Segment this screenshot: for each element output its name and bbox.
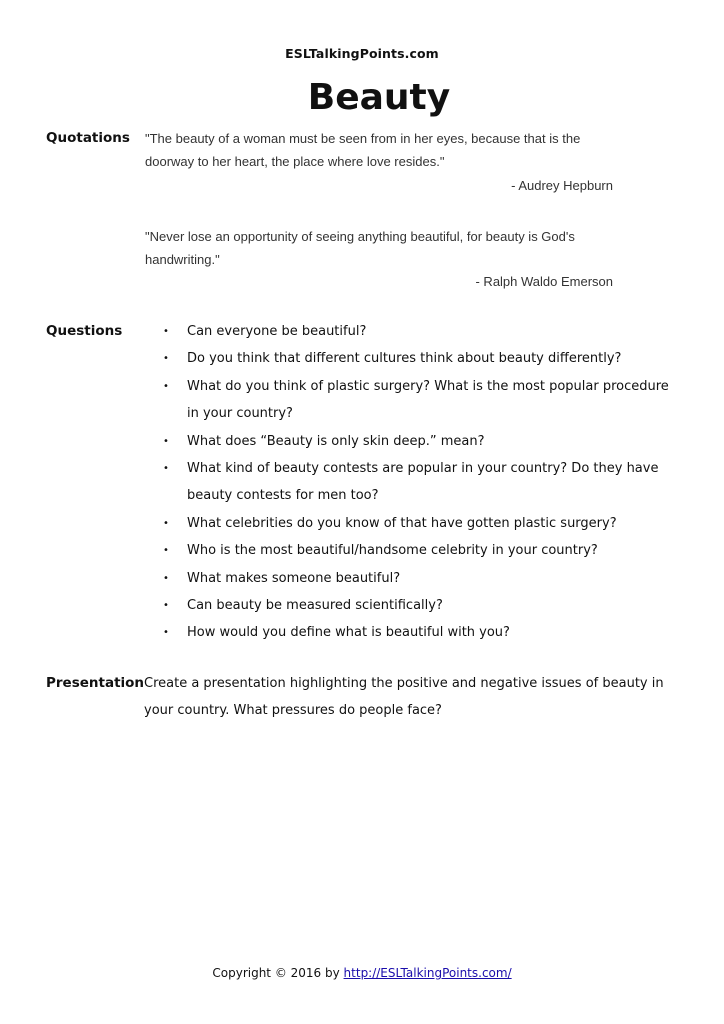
list-item	[145, 345, 675, 372]
bullet-icon: •	[163, 600, 169, 612]
question-text: Who is the most beautiful/handsome celebrity in your country?	[187, 543, 598, 559]
list-item	[145, 592, 675, 619]
copyright-text: Copyright © 2016 by	[212, 966, 340, 980]
question-text: How would you define what is beautiful with you?	[187, 625, 510, 641]
bullet-icon: •	[163, 545, 169, 557]
quotation-1-line-2: doorway to her heart, the place where love resides."	[145, 154, 445, 169]
quotation-1-author: - Audrey Hepburn	[511, 178, 613, 193]
quotation-2-line-2: handwriting."	[145, 252, 220, 267]
question-text: What celebrities do you know of that have gotten plastic surgery?	[187, 515, 617, 531]
quotation-1	[145, 127, 595, 173]
question-text: What kind of beauty contests are popular in your country? Do they have beauty contests for men too?	[187, 461, 659, 504]
list-item	[145, 537, 675, 564]
quotation-2-author: - Ralph Waldo Emerson	[475, 274, 613, 289]
page-title: Beauty	[307, 77, 451, 118]
site-link[interactable]: http://ESLTalkingPoints.com/	[343, 966, 512, 980]
questions-list	[145, 318, 675, 647]
quotation-2	[145, 225, 595, 271]
bullet-icon: •	[163, 517, 169, 529]
quotation-1-line-1: "The beauty of a woman must be seen from in her eyes, because that is the	[145, 131, 581, 146]
list-item	[145, 565, 675, 592]
question-text: Can everyone be beautiful?	[187, 324, 367, 339]
list-item	[145, 318, 675, 345]
list-item	[145, 373, 675, 428]
question-text: What makes someone beautiful?	[187, 570, 401, 586]
footer	[0, 966, 724, 980]
bullet-icon: •	[163, 627, 169, 639]
quotations-label: Quotations	[46, 130, 130, 146]
quotation-2-line-1: "Never lose an opportunity of seeing anything beautiful, for beauty is God's	[145, 229, 575, 244]
question-text: Can beauty be measured scientifically?	[187, 598, 443, 614]
question-text: Do you think that different cultures think about beauty differently?	[187, 351, 622, 367]
list-item	[145, 428, 675, 455]
bullet-icon: •	[163, 326, 169, 337]
bullet-icon: •	[163, 435, 169, 447]
presentation-text: Create a presentation highlighting the positive and negative issues of beauty in your country. What pressures do people face?	[144, 676, 664, 719]
bullet-icon: •	[163, 380, 169, 392]
bullet-icon: •	[163, 572, 169, 584]
list-item	[145, 510, 675, 537]
list-item	[145, 619, 675, 646]
question-text: What does “Beauty is only skin deep.” mean?	[187, 433, 485, 449]
presentation-label: Presentation	[46, 675, 145, 691]
questions-label: Questions	[46, 323, 123, 339]
bullet-icon: •	[163, 353, 169, 365]
question-text: What do you think of plastic surgery? What is the most popular procedure in your country?	[187, 378, 669, 422]
site-name: ESLTalkingPoints.com	[285, 46, 439, 61]
bullet-icon: •	[163, 463, 169, 475]
list-item	[145, 455, 675, 510]
